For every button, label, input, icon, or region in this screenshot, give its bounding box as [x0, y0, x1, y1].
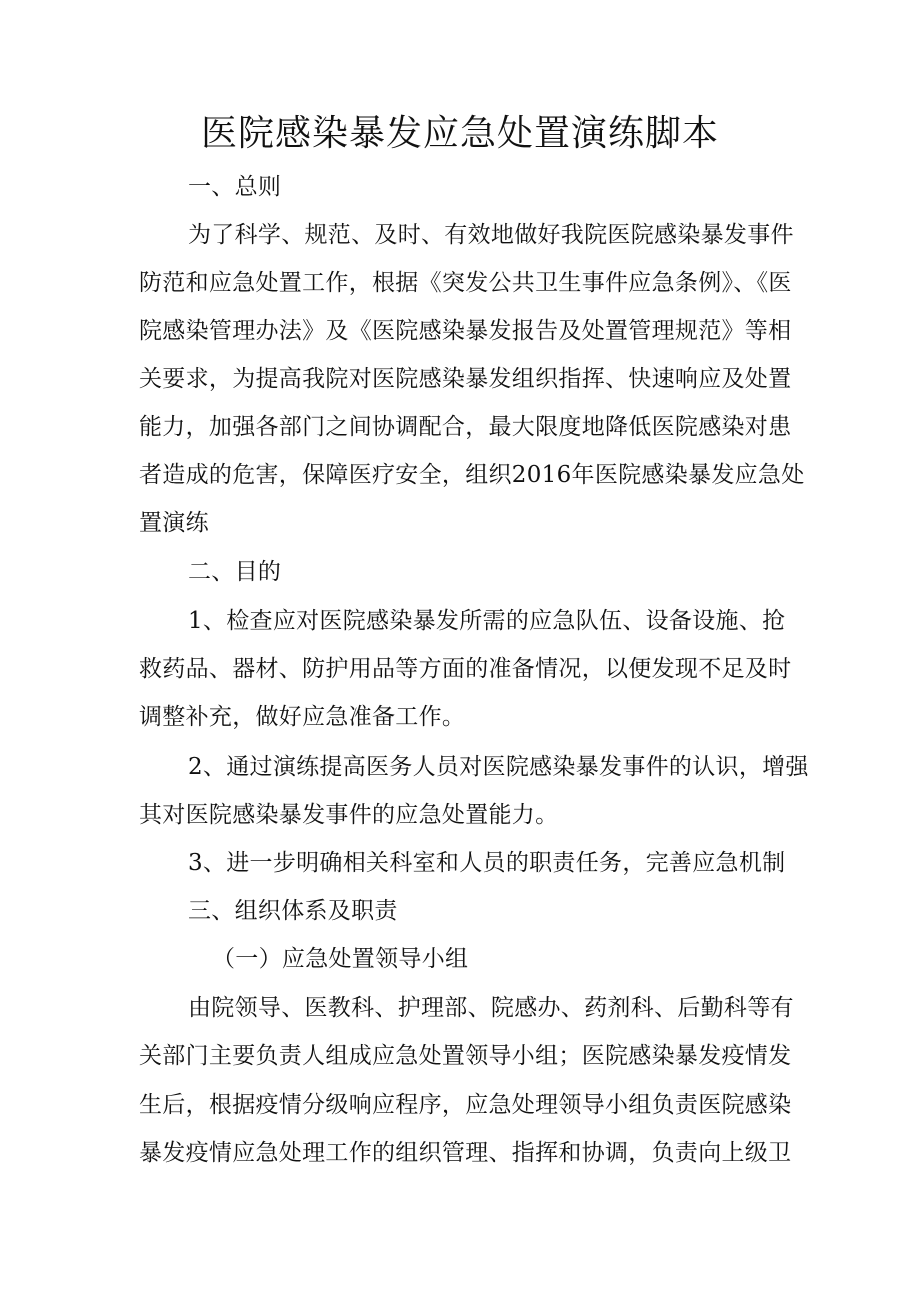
paragraph-line: 生后，根据疫情分级响应程序，应急处理领导小组负责医院感染 [139, 1092, 792, 1118]
paragraph-line: 能力，加强各部门之间协调配合，最大限度地降低医院感染对患 [139, 414, 792, 440]
paragraph-line: 置演练 [139, 510, 209, 536]
paragraph-line: 2、通过演练提高医务人员对医院感染暴发事件的认识，增强 [188, 754, 809, 780]
paragraph-line: 为了科学、规范、及时、有效地做好我院医院感染暴发事件 [188, 222, 794, 248]
document-title: 医院感染暴发应急处置演练脚本 [200, 113, 719, 154]
section-heading-organization: 三、组织体系及职责 [188, 898, 398, 924]
section-heading-purpose: 二、目的 [188, 559, 282, 585]
paragraph-line: 由院领导、医教科、护理部、院感办、药剂科、后勤科等有 [188, 995, 794, 1021]
subsection-heading-leadership-group: （一）应急处置领导小组 [212, 946, 469, 972]
paragraph-line: 调整补充，做好应急准备工作。 [139, 704, 466, 730]
paragraph-line: 暴发疫情应急处理工作的组织管理、指挥和协调，负责向上级卫 [139, 1140, 792, 1166]
paragraph-line: 关要求，为提高我院对医院感染暴发组织指挥、快速响应及处置 [139, 366, 792, 392]
paragraph-line: 其对医院感染暴发事件的应急处置能力。 [139, 802, 559, 828]
paragraph-line: 救药品、器材、防护用品等方面的准备情况，以便发现不足及时 [139, 656, 792, 682]
section-heading-general: 一、总则 [188, 174, 282, 200]
paragraph-line: 院感染管理办法》及《医院感染暴发报告及处置管理规范》等相 [139, 318, 792, 344]
paragraph-line: 3、进一步明确相关科室和人员的职责任务，完善应急机制 [188, 850, 786, 876]
paragraph-line: 关部门主要负责人组成应急处置领导小组；医院感染暴发疫情发 [139, 1043, 792, 1069]
paragraph-line: 1、检查应对医院感染暴发所需的应急队伍、设备设施、抢 [188, 608, 786, 634]
paragraph-line: 防范和应急处置工作，根据《突发公共卫生事件应急条例》、《医 [139, 270, 792, 296]
paragraph-line: 者造成的危害，保障医疗安全，组织2016年医院感染暴发应急处 [139, 462, 805, 488]
